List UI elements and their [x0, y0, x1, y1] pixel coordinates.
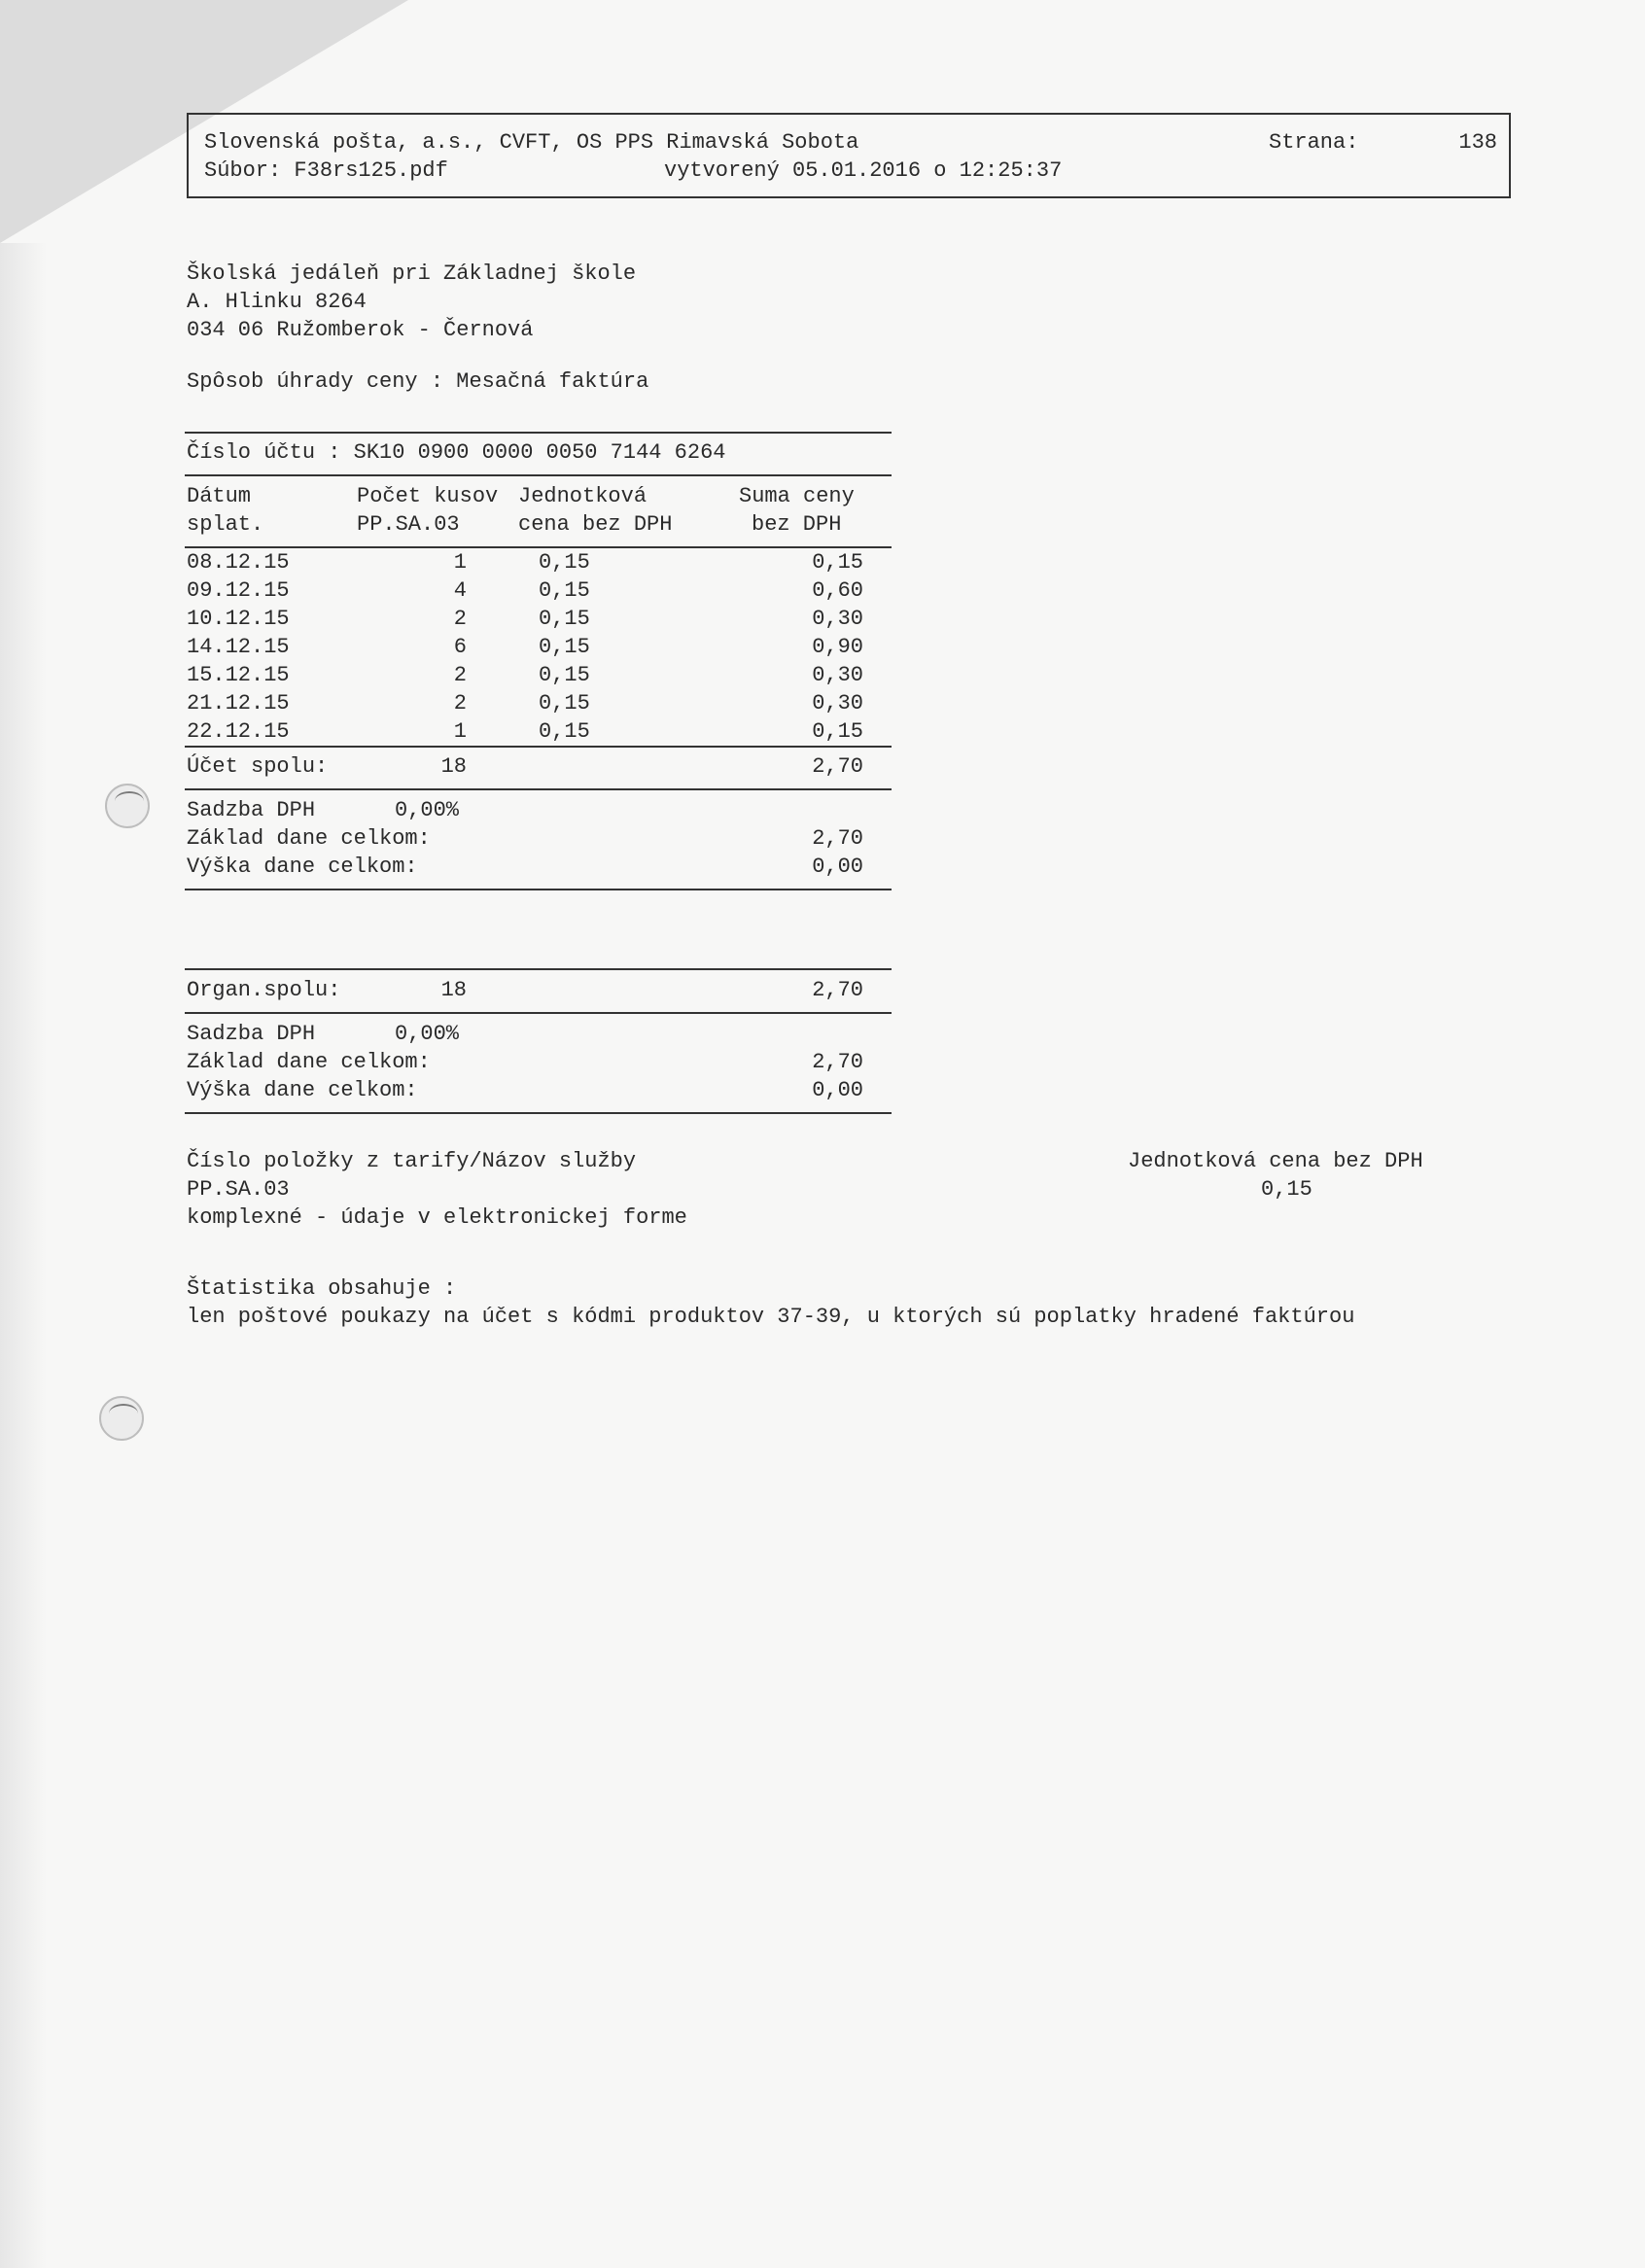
- tax-amount-value: 0,00: [812, 855, 863, 879]
- header-sum: bez DPH: [752, 512, 842, 537]
- row-date: 15.12.15: [187, 663, 290, 687]
- created-timestamp: vytvorený 05.01.2016 o 12:25:37: [664, 158, 1063, 183]
- row-date: 21.12.15: [187, 691, 290, 715]
- divider: [185, 968, 892, 970]
- tax-amount-label: Výška dane celkom:: [187, 1078, 418, 1102]
- row-count: 1: [453, 550, 467, 575]
- divider: [185, 746, 892, 748]
- vat-rate-label: Sadzba DPH: [187, 798, 316, 822]
- row-sum: 0,60: [812, 578, 863, 603]
- header-count: Počet kusov: [357, 484, 499, 508]
- divider: [185, 889, 892, 890]
- vat-rate: 0,00%: [395, 798, 460, 822]
- divider: [185, 432, 892, 434]
- divider: [185, 1012, 892, 1014]
- page-edge-shadow: [0, 243, 47, 2268]
- account-number: Číslo účtu : SK10 0900 0000 0050 7144 6264: [187, 440, 726, 465]
- tariff-unit-price-label: Jednotková cena bez DPH: [1128, 1149, 1423, 1173]
- vat-rate: 0,00%: [395, 1022, 460, 1046]
- row-count: 1: [453, 719, 467, 744]
- tax-base-value: 2,70: [812, 826, 863, 851]
- punch-hole-bottom: [99, 1396, 144, 1441]
- tax-base-value: 2,70: [812, 1050, 863, 1074]
- tariff-unit-price: 0,15: [1261, 1177, 1312, 1202]
- row-count: 2: [453, 663, 467, 687]
- statistics-text: len poštové poukazy na účet s kódmi produktov 37-39, u ktorých sú poplatky hradené faktúrou: [187, 1305, 1355, 1329]
- row-unit-price: 0,15: [539, 719, 590, 744]
- recipient-street: A. Hlinku 8264: [187, 290, 367, 314]
- header-unit-price: cena bez DPH: [518, 512, 673, 537]
- page-number: 138: [1458, 130, 1497, 155]
- row-count: 4: [453, 578, 467, 603]
- header-date: splat.: [187, 512, 264, 537]
- row-count: 2: [453, 607, 467, 631]
- row-date: 22.12.15: [187, 719, 290, 744]
- row-unit-price: 0,15: [539, 550, 590, 575]
- recipient-city: 034 06 Ružomberok - Černová: [187, 318, 534, 342]
- header-date: Dátum: [187, 484, 252, 508]
- tariff-description: komplexné - údaje v elektronickej forme: [187, 1205, 687, 1230]
- row-unit-price: 0,15: [539, 578, 590, 603]
- statistics-label: Štatistika obsahuje :: [187, 1276, 457, 1301]
- header-sum: Suma ceny: [739, 484, 855, 508]
- row-date: 14.12.15: [187, 635, 290, 659]
- divider: [185, 474, 892, 476]
- row-unit-price: 0,15: [539, 663, 590, 687]
- account-total-sum: 2,70: [812, 754, 863, 779]
- tariff-code: PP.SA.03: [187, 1177, 290, 1202]
- row-sum: 0,30: [812, 607, 863, 631]
- recipient-name: Školská jedáleň pri Základnej škole: [187, 262, 637, 286]
- row-sum: 0,90: [812, 635, 863, 659]
- row-sum: 0,15: [812, 719, 863, 744]
- company-name: Slovenská pošta, a.s., CVFT, OS PPS Rimavská Sobota: [204, 130, 859, 155]
- vat-rate-label: Sadzba DPH: [187, 1022, 316, 1046]
- file-name: Súbor: F38rs125.pdf: [204, 158, 448, 183]
- row-unit-price: 0,15: [539, 635, 590, 659]
- org-total-count: 18: [440, 978, 467, 1002]
- row-date: 09.12.15: [187, 578, 290, 603]
- org-total-label: Organ.spolu:: [187, 978, 341, 1002]
- divider: [185, 788, 892, 790]
- row-date: 10.12.15: [187, 607, 290, 631]
- header-unit-price: Jednotková: [518, 484, 648, 508]
- row-unit-price: 0,15: [539, 691, 590, 715]
- account-total-label: Účet spolu:: [187, 754, 329, 779]
- row-date: 08.12.15: [187, 550, 290, 575]
- tax-amount-label: Výška dane celkom:: [187, 855, 418, 879]
- payment-method: Spôsob úhrady ceny : Mesačná faktúra: [187, 369, 649, 394]
- punch-hole-top: [105, 784, 150, 828]
- tax-base-label: Základ dane celkom:: [187, 826, 431, 851]
- header-count: PP.SA.03: [357, 512, 460, 537]
- row-sum: 0,30: [812, 691, 863, 715]
- divider: [185, 1112, 892, 1114]
- row-count: 2: [453, 691, 467, 715]
- row-count: 6: [453, 635, 467, 659]
- page-label: Strana:: [1269, 130, 1359, 155]
- row-sum: 0,15: [812, 550, 863, 575]
- tax-amount-value: 0,00: [812, 1078, 863, 1102]
- account-total-count: 18: [440, 754, 467, 779]
- tariff-title: Číslo položky z tarify/Názov služby: [187, 1149, 637, 1173]
- row-unit-price: 0,15: [539, 607, 590, 631]
- tax-base-label: Základ dane celkom:: [187, 1050, 431, 1074]
- org-total-sum: 2,70: [812, 978, 863, 1002]
- row-sum: 0,30: [812, 663, 863, 687]
